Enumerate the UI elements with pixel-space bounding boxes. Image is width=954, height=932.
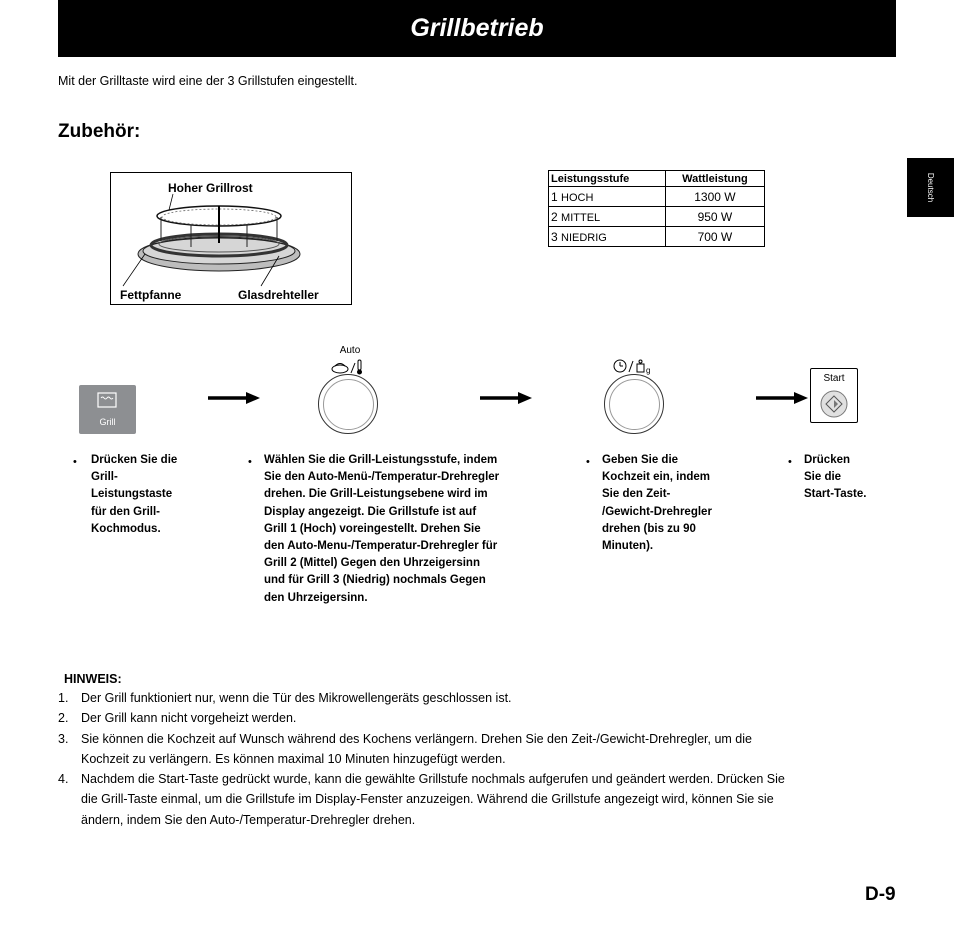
step-line: Start-Taste.	[804, 488, 867, 501]
step-2-text	[264, 452, 499, 607]
page-number: D-9	[865, 884, 896, 905]
step-line: Geben Sie die	[602, 454, 679, 466]
step-line: Display angezeigt. Die Grillstufe ist auf	[264, 505, 477, 518]
start-button[interactable]	[810, 368, 858, 423]
wattage-cell: 700 W	[665, 227, 764, 247]
note-item	[58, 729, 888, 770]
level-name: HOCH	[561, 191, 594, 204]
step-line: Grill-	[91, 471, 118, 484]
rack-label: Hoher Grillrost	[168, 181, 253, 195]
accessories-illustration	[110, 172, 352, 305]
step-line: Minuten).	[602, 540, 654, 553]
note-number: 2.	[58, 711, 69, 726]
note-line: ändern, indem Sie den Auto-/Temperatur-Drehregler drehen.	[81, 812, 416, 827]
bullet: •	[586, 456, 590, 468]
grill-button[interactable]	[79, 385, 136, 434]
bullet: •	[788, 456, 792, 468]
note-line: die Grill-Taste einmal, um die Grillstufe im Display-Fenster anzuzeigen. Während die Grillstufe angezeigt wird, können Sie sie	[81, 792, 774, 807]
step-line: Kochzeit ein, indem	[602, 471, 710, 484]
note-line: Der Grill kann nicht vorgeheizt werden.	[81, 711, 297, 726]
wattage-cell: 950 W	[665, 207, 764, 227]
power-level-table	[548, 170, 765, 247]
table-cell	[549, 187, 666, 207]
bullet: •	[73, 456, 77, 468]
section-title: Zubehör:	[58, 121, 141, 142]
intro-text: Mit der Grilltaste wird eine der 3 Grillstufen eingestellt.	[58, 74, 358, 88]
language-tab	[907, 158, 954, 217]
step-4-text	[804, 452, 866, 504]
step-line: Grill 2 (Mittel) Gegen den Uhrzeigersinn	[264, 557, 480, 570]
step-line: Kochmodus.	[91, 522, 161, 535]
step-line: den Auto-Menu-/Temperatur-Drehregler für	[264, 540, 498, 553]
svg-text:g: g	[646, 366, 651, 375]
step-1-text	[91, 452, 177, 538]
note-line: Der Grill funktioniert nur, wenn die Tür des Mikrowellengeräts geschlossen ist.	[81, 691, 512, 705]
table-cell	[549, 227, 666, 247]
step-line: Leistungstaste	[91, 488, 173, 501]
note-line: Sie können die Kochzeit auf Wunsch während des Kochens verlängern. Drehen Sie den Zeit-/Gewicht-Drehregler, um die	[81, 731, 752, 746]
table-row	[549, 227, 765, 247]
step-line: Sie den Auto-Menü-/Temperatur-Drehregler	[264, 471, 500, 484]
table-row	[549, 187, 765, 207]
table-header-row	[549, 171, 765, 187]
arrow-right-icon	[756, 391, 808, 405]
note-number: 3.	[58, 731, 69, 746]
step-line: für den Grill-	[91, 505, 160, 518]
step-line: Wählen Sie die Grill-Leistungsstufe, indem	[264, 454, 498, 466]
step-line: Grill 1 (Hoch) voreingestellt. Drehen Sie	[264, 522, 481, 535]
note-number: 4.	[58, 772, 69, 787]
start-button-label: Start	[823, 373, 845, 384]
step-line: den Uhrzeigersinn.	[264, 591, 368, 604]
step-line: Drücken	[804, 454, 851, 466]
table-header: Leistungsstufe	[549, 171, 666, 187]
note-line: Kochzeit zu verlängern. Es können maximal 10 Minuten hinzugefügt werden.	[81, 751, 506, 766]
notes-list	[58, 688, 888, 830]
table-row	[549, 207, 765, 227]
step-line: Sie den Zeit-	[602, 488, 671, 501]
pan-label: Fettpfanne	[120, 288, 182, 302]
step-3-text	[602, 452, 712, 555]
bullet: •	[248, 456, 252, 468]
level-name: NIEDRIG	[561, 231, 607, 244]
language-tab-label: Deutsch	[925, 172, 935, 203]
title-bar	[58, 0, 896, 57]
grill-button-label: Grill	[99, 417, 116, 427]
start-icon	[819, 389, 849, 419]
step-line: drehen (bis zu 90	[602, 522, 696, 535]
arrow-right-icon	[480, 391, 532, 405]
wattage-cell: 1300 W	[665, 187, 764, 207]
note-line: Nachdem die Start-Taste gedrückt wurde, kann die gewählte Grillstufe nochmals aufgerufen und geändert werden. Drücken Sie	[81, 772, 785, 787]
notes-heading: HINWEIS:	[64, 672, 122, 686]
auto-temperature-dial[interactable]	[318, 374, 378, 434]
step-line: drehen. Die Grill-Leistungsebene wird im	[264, 488, 488, 501]
table-header: Wattleistung	[665, 171, 764, 187]
note-item	[58, 688, 888, 708]
level-number: 1	[551, 189, 558, 204]
step-line: Sie die	[804, 471, 842, 484]
level-name: MITTEL	[561, 211, 601, 224]
turntable-label: Glasdrehteller	[238, 288, 319, 302]
note-item	[58, 708, 888, 728]
step-line: /Gewicht-Drehregler	[602, 505, 712, 518]
page-title: Grillbetrieb	[410, 14, 544, 42]
arrow-right-icon	[208, 391, 260, 405]
table-cell	[549, 207, 666, 227]
note-item	[58, 769, 888, 830]
step-line: und für Grill 3 (Niedrig) nochmals Gegen	[264, 574, 486, 587]
note-number: 1.	[58, 691, 69, 705]
step-line: Drücken Sie die	[91, 454, 178, 466]
level-number: 3	[551, 229, 558, 244]
auto-label: Auto	[339, 345, 361, 356]
time-weight-dial[interactable]	[604, 374, 664, 434]
level-number: 2	[551, 209, 558, 224]
